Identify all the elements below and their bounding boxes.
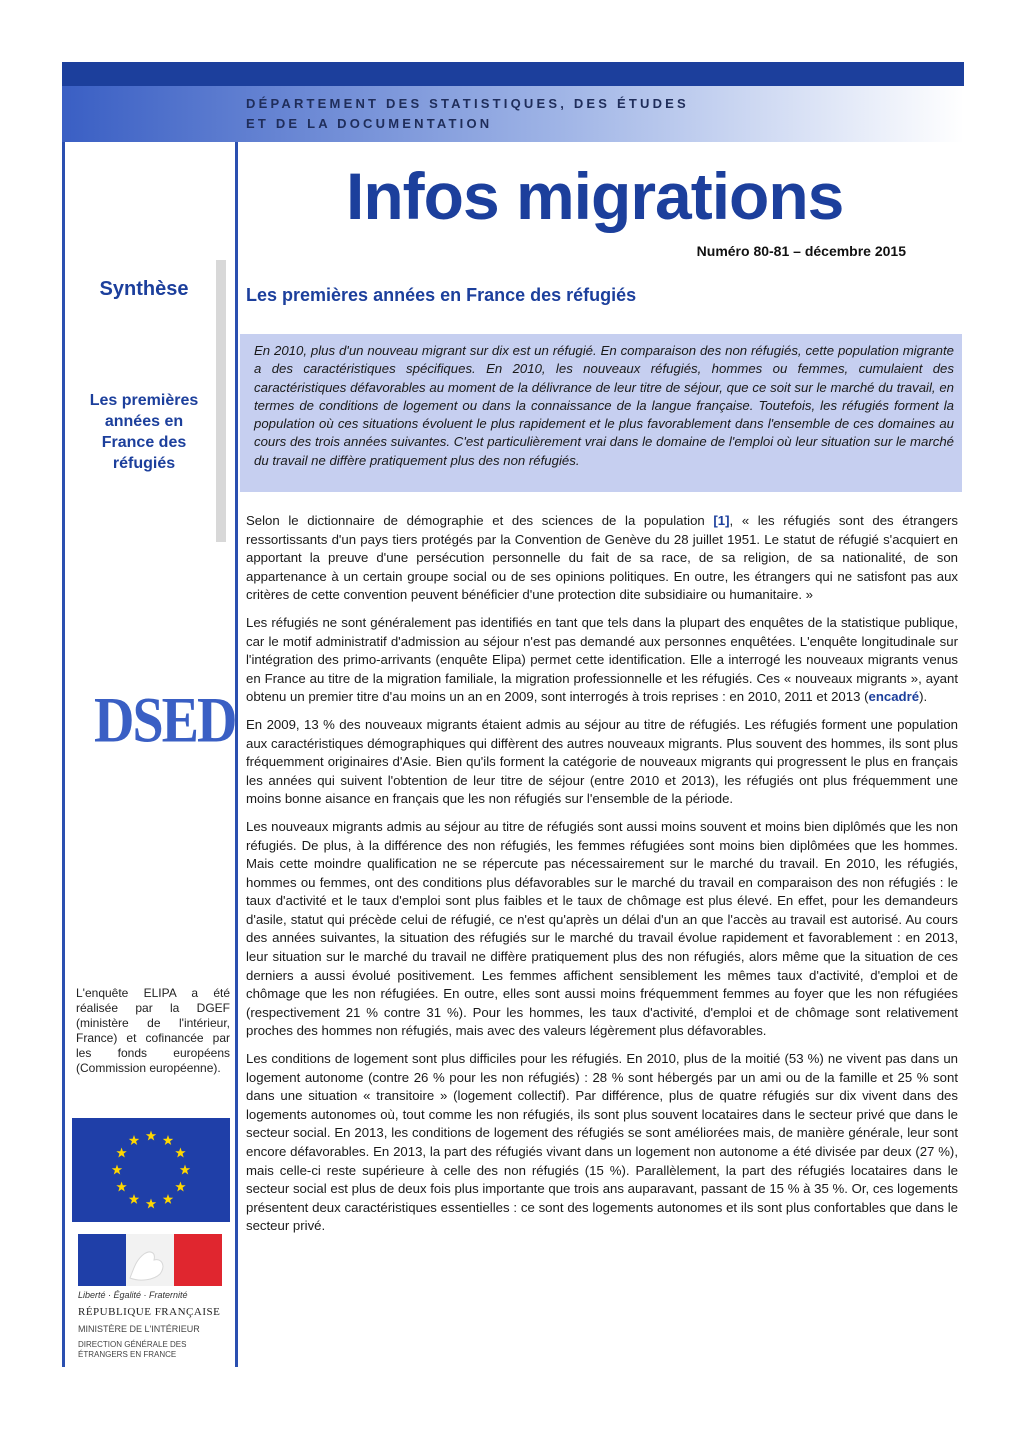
- paragraph-5: Les conditions de logement sont plus difficiles pour les réfugiés. En 2010, plus de la moitié (53 %) ne vivent pas dans un logement autonome (contre 26 % pour les non réfugiés) : 28 % sont hébergés par un ami ou de la famille et 25 % sont dans une situation « transitoire » (logement collectif). Par différence, plus de quatre réfugiés sur dix vivent dans des logements autonomes où, tout comme les non réfugiés, ils sont plus souvent locataires dans le secteur privé que dans le secteur social. En 2013, les conditions de logement des réfugiés se sont améliorées mais, de manière générale, leur sont encore défavorables. En 2013, la part des réfugiés vivant dans un logement non autonome a été divisée par deux (27 %), mais celle-ci reste supérieure à celle des non réfugiés (15 %). Parallèlement, la part des réfugiés locataires dans le secteur social est plus de deux fois plus importante que trois ans auparavant, passant de 15 % à 35 %. Or, ces logements présentent deux caractéristiques essentielles : ce sont des logements autonomes et ils sont plus confortables que dans le secteur privé.: [246, 1051, 958, 1234]
- publication-title: Infos migrations: [346, 159, 844, 233]
- paragraph-2: Les réfugiés ne sont généralement pas identifiés en tant que tels dans la plupart des enquêtes de la statistique publique, car le motif administratif d'admission au séjour n'est pas demandé aux personnes enquêtées. L'enquête longitudinale sur l'intégration des primo-arrivants (enquête Elipa) permet cette identification. Elle a interrogé les nouveaux migrants venus en France au titre de la migration familiale, la migration professionnelle et les réfugiés. Ces « nouveaux migrants », ayant obtenu un premier titre d'au moins un an en 2009, sont interrogés à trois reprises : en 2010, 2011 et 2013 (encadré).: [246, 614, 958, 705]
- eu-star-icon: [163, 1194, 173, 1204]
- eu-star-icon: [146, 1199, 156, 1209]
- department-name: [246, 94, 689, 134]
- marianne-profile-icon: [126, 1234, 174, 1286]
- flag-white-band: [126, 1234, 174, 1286]
- encadre-link[interactable]: encadré: [868, 689, 920, 705]
- marianne-motto: Liberté · Égalité · Fraternité: [78, 1290, 188, 1300]
- sidebar-shadow: [216, 260, 226, 542]
- reference-link[interactable]: [1]: [713, 513, 730, 528]
- eu-star-icon: [116, 1148, 126, 1158]
- marianne-ministry: MINISTÈRE DE L'INTÉRIEUR: [78, 1324, 200, 1334]
- paragraph-1: Selon le dictionnaire de démographie et des sciences de la population [1], « les réfugiés sont des étrangers ressortissants d'un pays tiers protégés par la Convention de Genève du 28 juillet 1951. Le statut de réfugié s'acquiert en apportant la preuve d'une persécution personnelle du fait de sa race, de sa religion, de sa nationalité, de son appartenance à un certain groupe social ou de ses opinions politiques. En outre, les étrangers qui ne satisfont pas aux critères de cette convention peuvent bénéficier d'une protection dite subsidiaire ou humanitaire. »: [246, 513, 958, 603]
- issue-number: Numéro 80-81 – décembre 2015: [696, 243, 906, 259]
- dsed-logo: DSED: [94, 685, 236, 757]
- marianne-direction: DIRECTION GÉNÉRALE DES ÉTRANGERS EN FRANCE: [78, 1340, 187, 1359]
- eu-stars-icon: [72, 1118, 230, 1222]
- article-headline: Les premières années en France des réfugiés: [246, 285, 637, 305]
- eu-star-icon: [129, 1194, 139, 1204]
- eu-star-icon: [112, 1165, 122, 1175]
- eu-star-icon: [175, 1182, 185, 1192]
- department-line-2: ET DE LA DOCUMENTATION: [246, 116, 493, 131]
- marianne-logo: [74, 1234, 226, 1364]
- eu-star-icon: [129, 1135, 139, 1145]
- eu-star-icon: [180, 1165, 190, 1175]
- header-top-bar: [62, 62, 964, 86]
- marianne-republic: RÉPUBLIQUE FRANÇAISE: [78, 1306, 221, 1318]
- paragraph-4: Les nouveaux migrants admis au séjour au titre de réfugiés sont aussi moins souvent et moins bien diplômés que les non réfugiés. De plus, à la différence des non réfugiés, les femmes réfugiées sont moins bien diplômées que les hommes. Mais cette moindre qualification ne se répercute pas nécessairement sur le marché du travail. En 2010, les réfugiés, hommes ou femmes, ont des conditions plus défavorables sur le marché du travail en comparaison des non réfugiés : le taux d'activité et le taux d'emploi sont plus faibles et le taux de chômage est plus élevé. En effet, pour les demandeurs d'asile, statut qui précède celui de réfugié, ce n'est qu'après un délai d'un an que l'accès au travail est autorisé. Au cours des années suivantes, la situation des réfugiés sur le marché du travail évolue rapidement et favorablement : en 2013, leur situation sur le marché du travail ne diffère pratiquement plus des non réfugiés, alors même que la situation de ces derniers a aussi évolué positivement. Les femmes affichent sensiblement les mêmes taux d'activité, d'emploi et de chômage que les non réfugiées. En outre, elles sont aussi moins fréquemment femmes au foyer que les non réfugiées (respectivement 21 % contre 31 %). Pour les hommes, les taux d'activité, d'emploi et de chômage sont relativement proches des hommes non réfugiés, mais avec des valeurs légèrement plus défavorables.: [246, 818, 958, 1039]
- flag-red-band: [174, 1234, 222, 1286]
- flag-blue-band: [78, 1234, 126, 1286]
- department-line-1: DÉPARTEMENT DES STATISTIQUES, DES ÉTUDES: [246, 96, 689, 111]
- eu-star-icon: [163, 1135, 173, 1145]
- eu-star-icon: [116, 1182, 126, 1192]
- summary-box: En 2010, plus d'un nouveau migrant sur dix est un réfugié. En comparaison des non réfugiés, cette population migrante a des caractéristiques spécifiques. En 2010, les nouveaux réfugiés, hommes ou femmes, cumulaient des caractéristiques défavorables au moment de la délivrance de leur titre de séjour, que ce soit sur le marché du travail, en termes de conditions de logement ou dans la connaissance de la langue française. Toutefois, les réfugiés forment la population où ces situations évoluent le plus rapidement et le plus favorablement dans l'ensemble de ces domaines au cours des trois années suivantes. C'est particulièrement vrai dans le domaine de l'emploi où leur situation sur le marché du travail ne diffère pratiquement plus des non réfugiés.: [240, 334, 962, 492]
- eu-star-icon: [146, 1131, 156, 1141]
- paragraph-3: En 2009, 13 % des nouveaux migrants étaient admis au séjour au titre de réfugiés. Les réfugiés forment une population aux caractéristiques démographiques qui diffèrent des autres nouveaux migrants. Plus souvent des hommes, ils sont plus fréquemment originaires d'Asie. Bien qu'ils forment la catégorie de nouveaux migrants qui progressent le plus en français les années qui suivent l'obtention de leur titre de séjour (entre 2010 et 2013), les réfugiés ont plus fréquemment une moins bonne aisance en français que les non réfugiés sur l'ensemble de la période.: [246, 716, 958, 807]
- left-border-line: [62, 142, 65, 1367]
- eu-star-icon: [175, 1148, 185, 1158]
- article-body: [246, 512, 958, 1245]
- sidebar-topic: Les premières années en France des réfugiés: [89, 392, 199, 472]
- eu-flag-logo: [72, 1118, 230, 1222]
- column-divider-line: [235, 142, 238, 1367]
- sidebar-note: L'enquête ELIPA a été réalisée par la DGEF (ministère de l'intérieur, France) et cofinancée par les fonds européens (Commission européenne).: [76, 986, 230, 1075]
- sidebar-section-label: Synthèse: [99, 278, 189, 300]
